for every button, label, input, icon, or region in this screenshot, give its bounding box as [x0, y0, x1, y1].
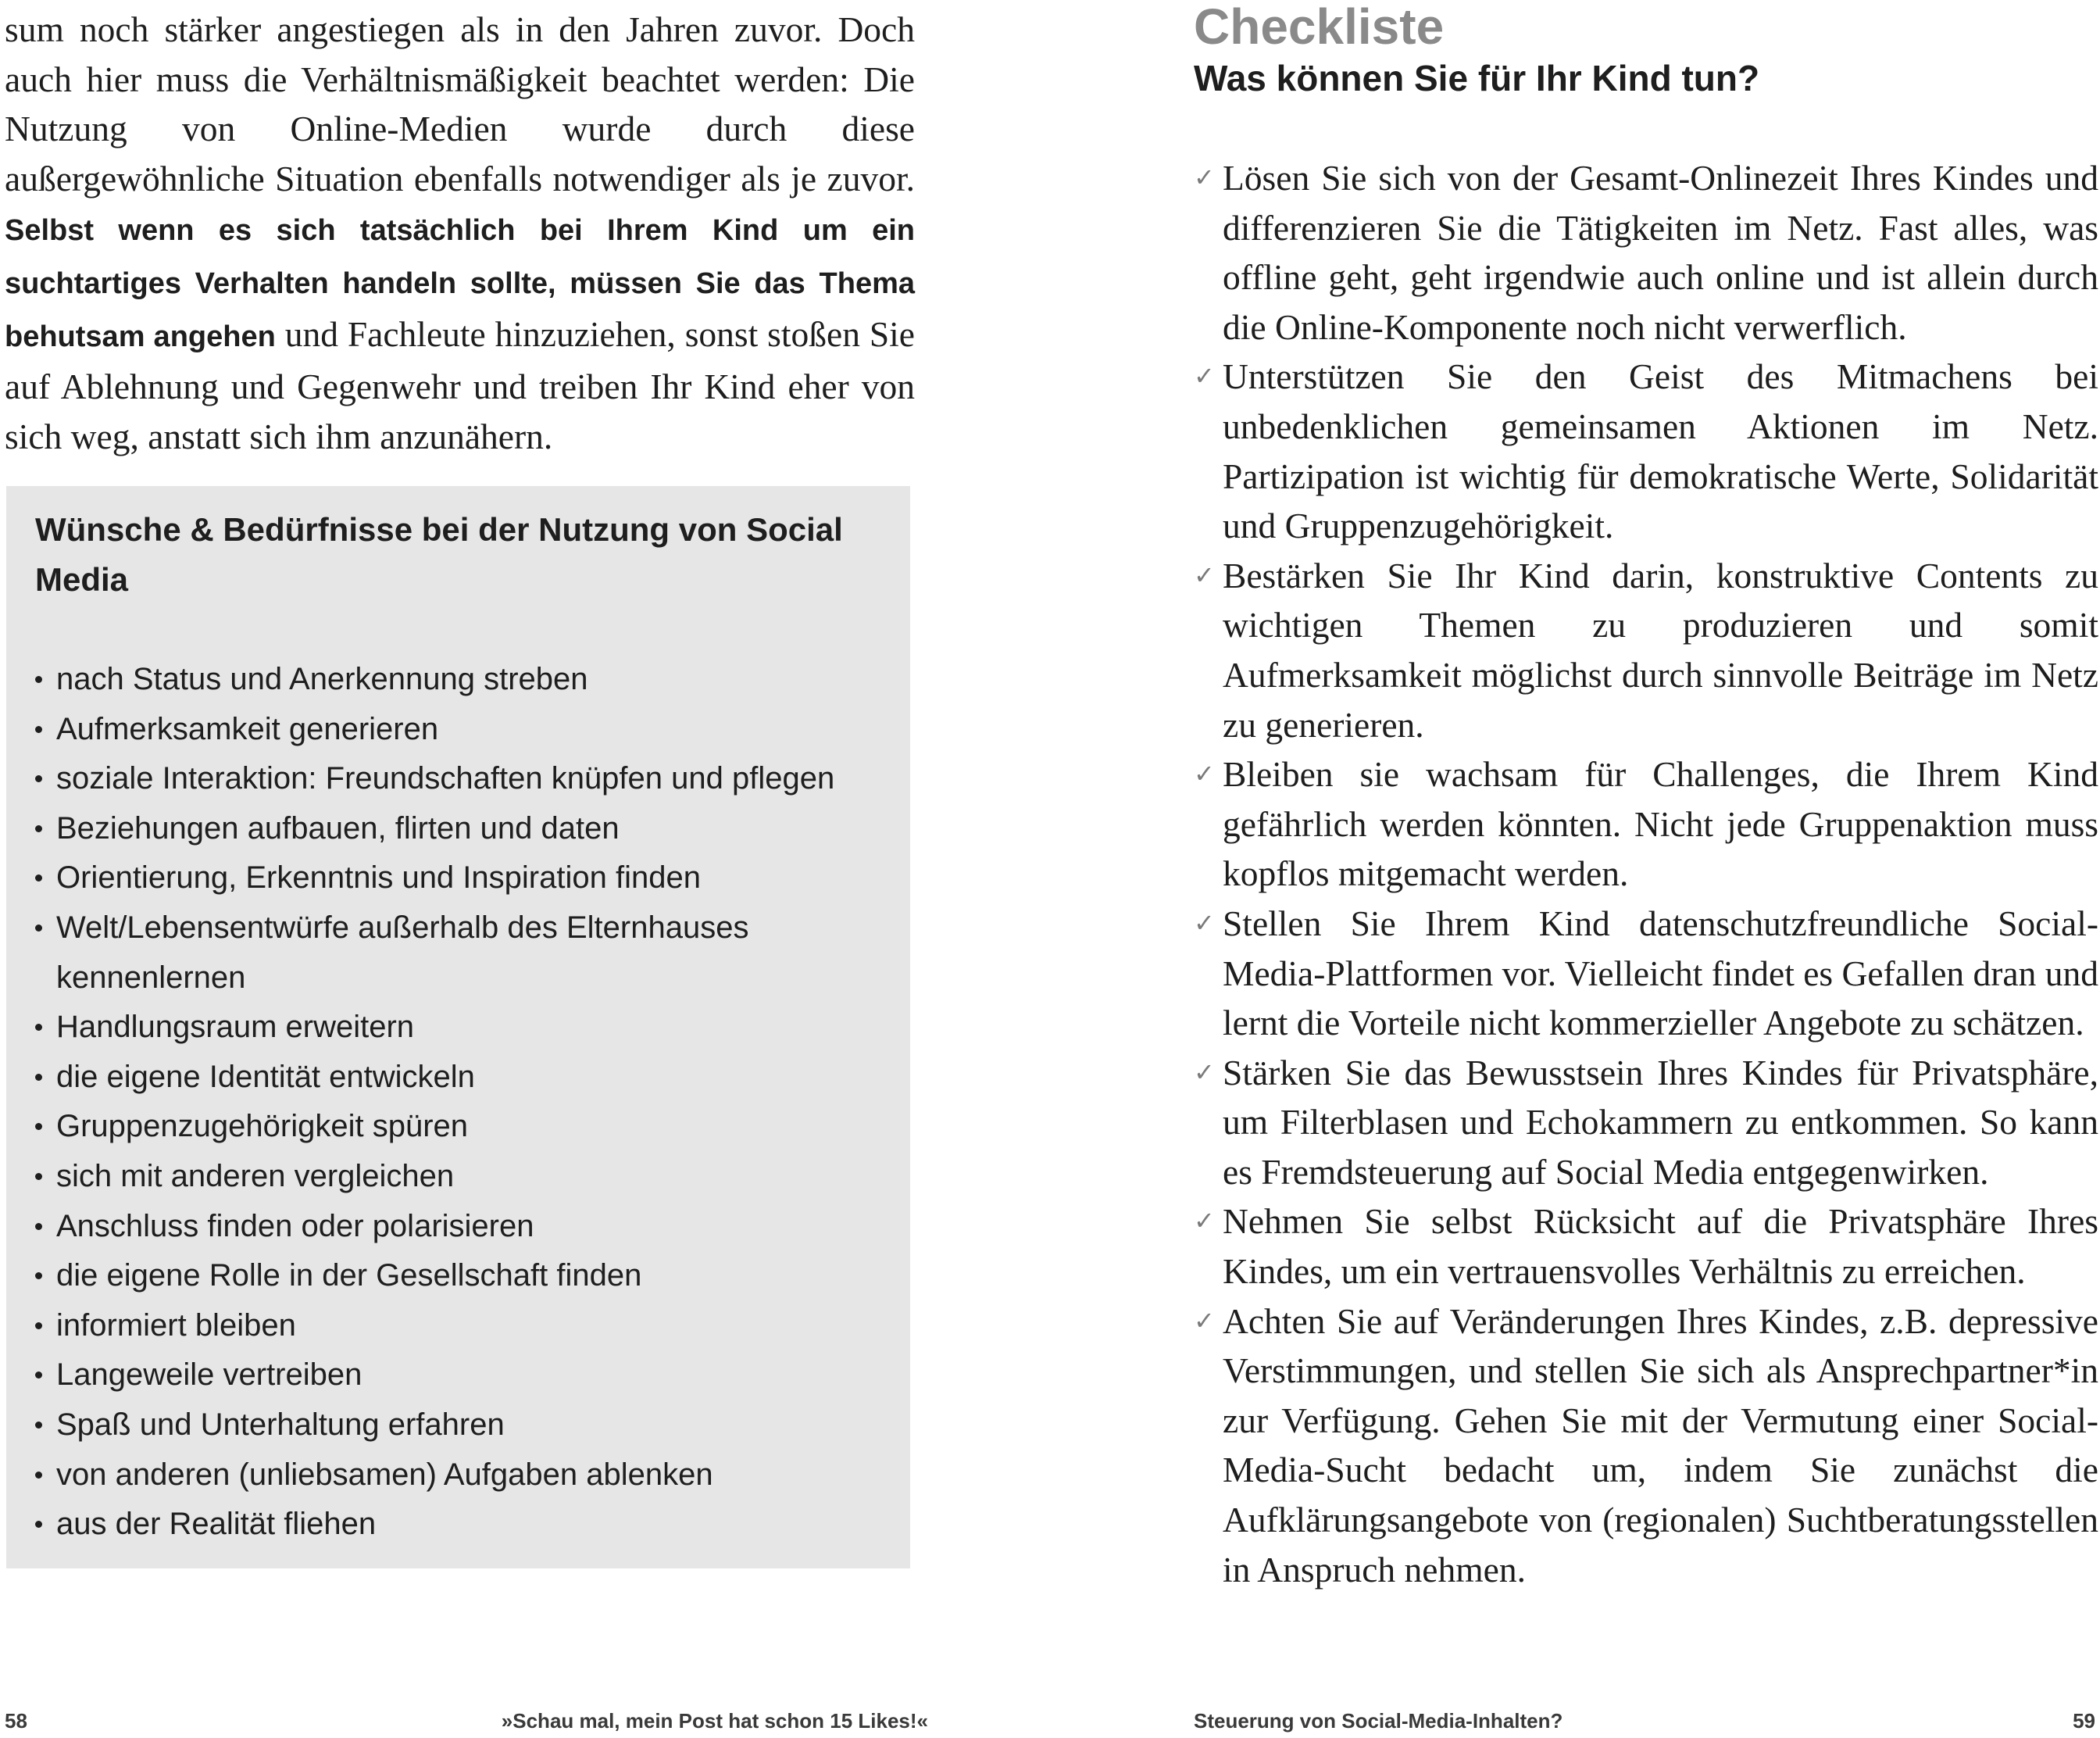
list-item-text: nach Status und Anerkennung streben	[56, 662, 588, 696]
right-page	[1050, 0, 2100, 1738]
bullet-icon	[35, 874, 42, 882]
list-item	[35, 1400, 895, 1450]
bullet-icon	[35, 1024, 42, 1031]
list-item-text: soziale Interaktion: Freundschaften knüpfen und pflegen	[56, 761, 835, 796]
body-text-part-2: und Fachleute hinzuziehen, sonst stoßen Sie auf Ablehnung und Gegenwehr und treiben Ihr Kind eher von sich weg, anstatt sich ihm anzunähern.	[5, 313, 915, 456]
bullet-icon	[35, 1173, 42, 1180]
body-text-emphasis: Selbst wenn es sich tatsächlich bei Ihrem Kind um ein suchtartiges Verhalten handeln sollte, müssen Sie das Thema behutsam angehen	[5, 214, 915, 353]
list-item-text: Aufmerksamkeit generieren	[56, 711, 439, 746]
list-item	[35, 1450, 895, 1500]
list-item-text: Welt/Lebensentwürfe außerhalb des Elternhauses kennenlernen	[56, 910, 749, 995]
list-item	[35, 1301, 895, 1351]
checklist-item	[1194, 899, 2098, 1048]
list-item-text: sich mit anderen vergleichen	[56, 1158, 455, 1193]
checklist-item	[1194, 1048, 2098, 1197]
checklist-item-text: Unterstützen Sie den Geist des Mitmachens bei unbedenklichen gemeinsamen Aktionen im Netz. Partizipation ist wichtig für demokratische Werte, Solidarität und Gruppenzugehörigkeit.	[1223, 356, 2098, 546]
checkmark-icon: ✓	[1194, 560, 1215, 590]
needs-info-box	[6, 486, 910, 1568]
checkmark-icon: ✓	[1194, 907, 1215, 938]
list-item	[35, 1102, 895, 1152]
checklist-item	[1194, 1296, 2098, 1595]
list-item	[35, 1350, 895, 1400]
list-item-text: Anschluss finden oder polarisieren	[56, 1208, 534, 1243]
bullet-icon	[35, 676, 42, 683]
box-heading: Wünsche & Bedürfnisse bei der Nutzung von Social Media	[35, 511, 843, 598]
list-item	[35, 1251, 895, 1301]
checkmark-icon: ✓	[1194, 1305, 1215, 1336]
checklist-item-text: Lösen Sie sich von der Gesamt-Onlinezeit Ihres Kindes und differenzieren Sie die Tätigkeiten im Netz. Fast alles, was offline geht, geht irgendwie auch online und ist allein durch die Online-Komponente noch nicht verwerflich.	[1223, 158, 2098, 347]
checklist-subtitle: Was können Sie für Ihr Kind tun?	[1194, 58, 1760, 98]
list-item	[35, 705, 895, 755]
page-number-right: 59	[2073, 1709, 2095, 1733]
list-item-text: aus der Realität fliehen	[56, 1507, 377, 1542]
list-item	[35, 804, 895, 854]
list-item-text: die eigene Rolle in der Gesellschaft finden	[56, 1258, 642, 1293]
checklist-item	[1194, 352, 2098, 550]
list-item	[35, 1003, 895, 1053]
checklist-title: Checkliste	[1194, 0, 1445, 55]
body-paragraph	[5, 5, 915, 461]
body-text-part-1: sum noch stärker angestiegen als in den Jahren zuvor. Doch auch hier muss die Verhältnismäßigkeit beachtet werden: Die Nutzung von Online-Medien wurde durch diese außergewöhnliche Situation ebenfalls notwendiger als je zuvor.	[5, 9, 915, 198]
list-item-text: Gruppenzugehörigkeit spüren	[56, 1109, 469, 1144]
list-item	[35, 754, 895, 804]
bullet-icon	[35, 1521, 42, 1528]
bullet-icon	[35, 1223, 42, 1230]
bullet-icon	[35, 825, 42, 832]
bullet-icon	[35, 924, 42, 932]
list-item-text: Beziehungen aufbauen, flirten und daten	[56, 810, 620, 846]
list-item-text: informiert bleiben	[56, 1307, 296, 1343]
bullet-icon	[35, 1123, 42, 1130]
list-item	[35, 1053, 895, 1103]
list-item-text: Spaß und Unterhaltung erfahren	[56, 1407, 505, 1442]
list-item	[35, 853, 895, 903]
checklist-item-text: Nehmen Sie selbst Rücksicht auf die Privatsphäre Ihres Kindes, um ein vertrauensvolles Verhältnis zu erreichen.	[1223, 1201, 2098, 1292]
list-item	[35, 903, 895, 1003]
checklist-item-text: Bestärken Sie Ihr Kind darin, konstruktive Contents zu wichtigen Themen zu produzieren und somit Aufmerksamkeit möglichst durch sinnvolle Beiträge im Netz zu generieren.	[1223, 555, 2098, 745]
checklist-item-text: Bleiben sie wachsam für Challenges, die Ihrem Kind gefährlich werden könnten. Nicht jede Gruppenaktion muss kopflos mitgemacht werden.	[1223, 754, 2098, 894]
checklist-item-text: Achten Sie auf Veränderungen Ihres Kindes, z.B. depressive Verstimmungen, und stellen Sie sich als Ansprechpartner*in zur Verfügung. Gehen Sie mit der Vermutung einer Social-Media-Sucht bedacht um, indem Sie zunächst die Aufklärungsangebote von (regionalen) Suchtberatungsstellen in Anspruch nehmen.	[1223, 1300, 2098, 1590]
checklist-item-text: Stellen Sie Ihrem Kind datenschutzfreundliche Social-Media-Plattformen vor. Vielleicht findet es Gefallen dran und lernt die Vorteile nicht kommerzieller Angebote zu schätzen.	[1223, 903, 2098, 1043]
list-item	[35, 1152, 895, 1202]
bullet-icon	[35, 726, 42, 733]
checkmark-icon: ✓	[1194, 163, 1215, 192]
checkmark-icon: ✓	[1194, 1057, 1215, 1087]
bullet-icon	[35, 775, 42, 782]
bullet-icon	[35, 1371, 42, 1379]
checklist-item	[1194, 749, 2098, 899]
bullet-icon	[35, 1074, 42, 1081]
bullet-icon	[35, 1272, 42, 1279]
checkmark-icon: ✓	[1194, 361, 1215, 392]
list-item-text: Orientierung, Erkenntnis und Inspiration finden	[56, 860, 701, 896]
checklist-item-text: Stärken Sie das Bewusstsein Ihres Kindes für Privatsphäre, um Filterblasen und Echokammern zu entkommen. So kann es Fremdsteuerung auf Social Media entgegenwirken.	[1223, 1052, 2098, 1192]
list-item-text: Langeweile vertreiben	[56, 1357, 362, 1393]
list-item-text: die eigene Identität entwickeln	[56, 1059, 475, 1094]
checklist-item	[1194, 153, 2098, 352]
checkmark-icon: ✓	[1194, 1206, 1215, 1236]
list-item	[35, 1202, 895, 1252]
page-number-left: 58	[5, 1709, 27, 1733]
list-item-text: von anderen (unliebsamen) Aufgaben ablenken	[56, 1457, 713, 1492]
checklist-item	[1194, 1196, 2098, 1296]
bullet-icon	[35, 1422, 42, 1429]
checklist	[1194, 153, 2098, 1594]
list-item	[35, 1500, 895, 1550]
running-title-right: Steuerung von Social-Media-Inhalten?	[1194, 1709, 1563, 1733]
bullet-icon	[35, 1472, 42, 1479]
checkmark-icon: ✓	[1194, 759, 1215, 789]
list-item-text: Handlungsraum erweitern	[56, 1010, 415, 1045]
needs-list	[35, 655, 895, 1550]
bullet-icon	[35, 1322, 42, 1329]
list-item	[35, 655, 895, 705]
checklist-item	[1194, 551, 2098, 749]
running-title-left: »Schau mal, mein Post hat schon 15 Likes!«	[501, 1709, 928, 1733]
